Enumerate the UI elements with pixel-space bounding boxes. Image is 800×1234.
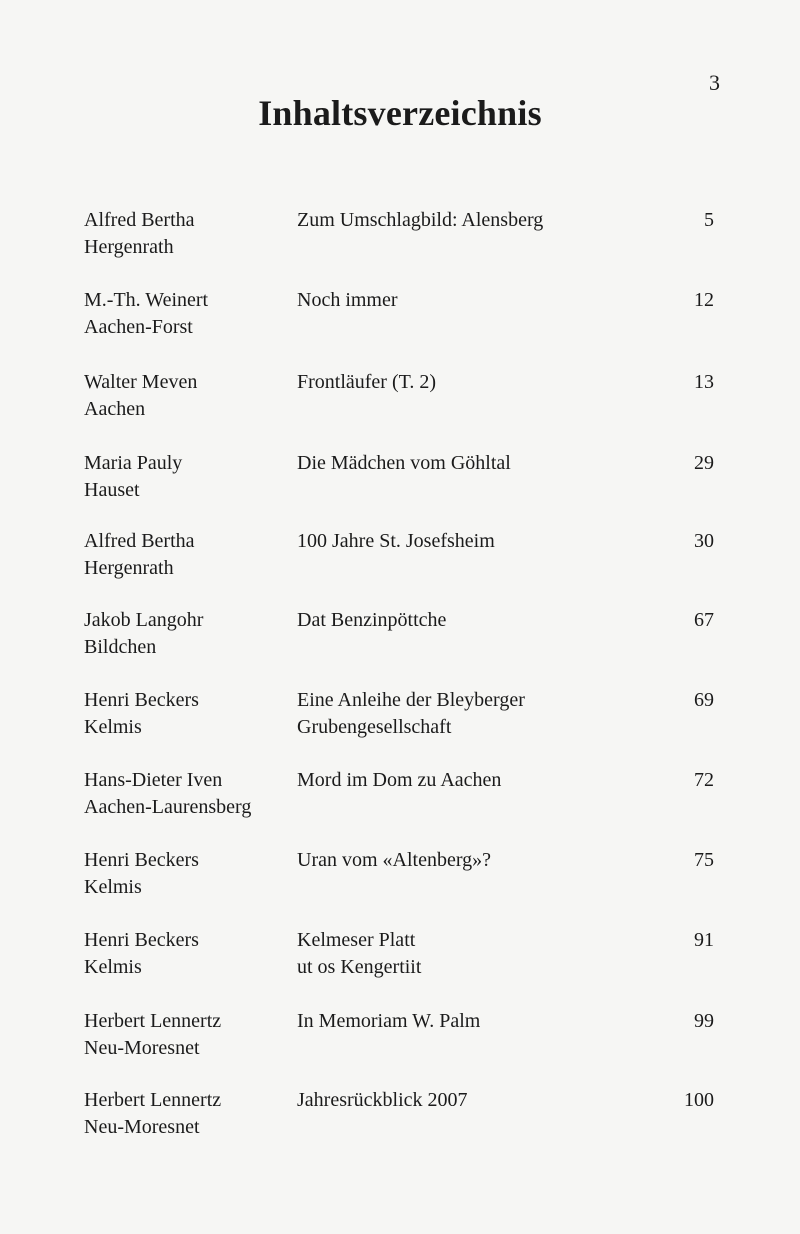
entry-author: M.-Th. Weinert <box>84 289 209 311</box>
entry-page-number: 5 <box>704 209 714 231</box>
entry-page-number: 72 <box>694 769 714 791</box>
entry-author-block <box>84 847 284 901</box>
entry-title <box>297 847 627 874</box>
entry-title-line: Kelmeser Platt <box>297 929 416 951</box>
entry-title <box>297 767 627 794</box>
entry-title <box>297 369 627 396</box>
entry-title-line: Zum Umschlagbild: Alensberg <box>297 209 544 231</box>
entry-author: Maria Pauly <box>84 452 183 474</box>
entry-title <box>297 207 627 234</box>
entry-author: Walter Meven <box>84 371 198 393</box>
entry-author: Hans-Dieter Iven <box>84 769 223 791</box>
entry-page-number: 13 <box>694 371 714 393</box>
entry-author: Alfred Bertha <box>84 530 195 552</box>
entry-title-line: Uran vom «Altenberg»? <box>297 849 492 871</box>
entry-author: Henri Beckers <box>84 689 199 711</box>
entry-page-number: 67 <box>694 609 714 631</box>
entry-author-block <box>84 927 284 981</box>
entry-author-block <box>84 528 284 582</box>
entry-title <box>297 287 627 314</box>
entry-title-line: 100 Jahre St. Josefsheim <box>297 530 495 552</box>
entry-author: Jakob Langohr <box>84 609 204 631</box>
entry-place: Hauset <box>84 479 140 501</box>
entry-page-number: 75 <box>694 849 714 871</box>
entry-author: Herbert Lennertz <box>84 1089 222 1111</box>
entry-title <box>297 528 627 555</box>
entry-title-line: Mord im Dom zu Aachen <box>297 769 502 791</box>
entry-title <box>297 1087 627 1114</box>
entry-title-line: Grubengesellschaft <box>297 716 452 738</box>
entry-author-block <box>84 369 284 423</box>
entry-place: Neu-Moresnet <box>84 1116 200 1138</box>
entry-author-block <box>84 767 284 821</box>
entry-author-block <box>84 607 284 661</box>
entry-author-block <box>84 687 284 741</box>
entry-place: Kelmis <box>84 876 142 898</box>
entry-author-block <box>84 287 284 341</box>
entry-place: Kelmis <box>84 956 142 978</box>
entry-author-block <box>84 207 284 261</box>
entry-author: Henri Beckers <box>84 849 199 871</box>
entry-place: Kelmis <box>84 716 142 738</box>
page-title: Inhaltsverzeichnis <box>258 93 542 133</box>
entry-title-line: Eine Anleihe der Bleyberger <box>297 689 525 711</box>
entry-title-line: Die Mädchen vom Göhltal <box>297 452 511 474</box>
entry-page-number: 69 <box>694 689 714 711</box>
entry-title <box>297 1008 627 1035</box>
entry-page-number: 12 <box>694 289 714 311</box>
entry-place: Aachen <box>84 398 146 420</box>
entry-author-block <box>84 1008 284 1062</box>
entry-author: Alfred Bertha <box>84 209 195 231</box>
entry-title <box>297 927 627 981</box>
entry-title <box>297 607 627 634</box>
entry-page-number: 91 <box>694 929 714 951</box>
entry-page-number: 29 <box>694 452 714 474</box>
entry-page-number: 100 <box>684 1089 714 1111</box>
entry-page-number: 30 <box>694 530 714 552</box>
entry-place: Hergenrath <box>84 236 174 258</box>
entry-place: Hergenrath <box>84 557 174 579</box>
entry-title-line: In Memoriam W. Palm <box>297 1010 481 1032</box>
page-number: 3 <box>709 70 720 95</box>
entry-author: Henri Beckers <box>84 929 199 951</box>
entry-page-number: 99 <box>694 1010 714 1032</box>
entry-place: Bildchen <box>84 636 157 658</box>
entry-place: Aachen-Laurensberg <box>84 796 252 818</box>
entry-title-line: ut os Kengertiit <box>297 956 422 978</box>
entry-title-line: Dat Benzinpöttche <box>297 609 447 631</box>
entry-author-block <box>84 1087 284 1141</box>
entry-place: Aachen-Forst <box>84 316 193 338</box>
entry-title <box>297 687 627 741</box>
entry-author: Herbert Lennertz <box>84 1010 222 1032</box>
entry-title-line: Frontläufer (T. 2) <box>297 371 437 393</box>
entry-title-line: Noch immer <box>297 289 398 311</box>
entry-place: Neu-Moresnet <box>84 1037 200 1059</box>
entry-title-line: Jahresrückblick 2007 <box>297 1089 468 1111</box>
entry-author-block <box>84 450 284 504</box>
entry-title <box>297 450 627 477</box>
